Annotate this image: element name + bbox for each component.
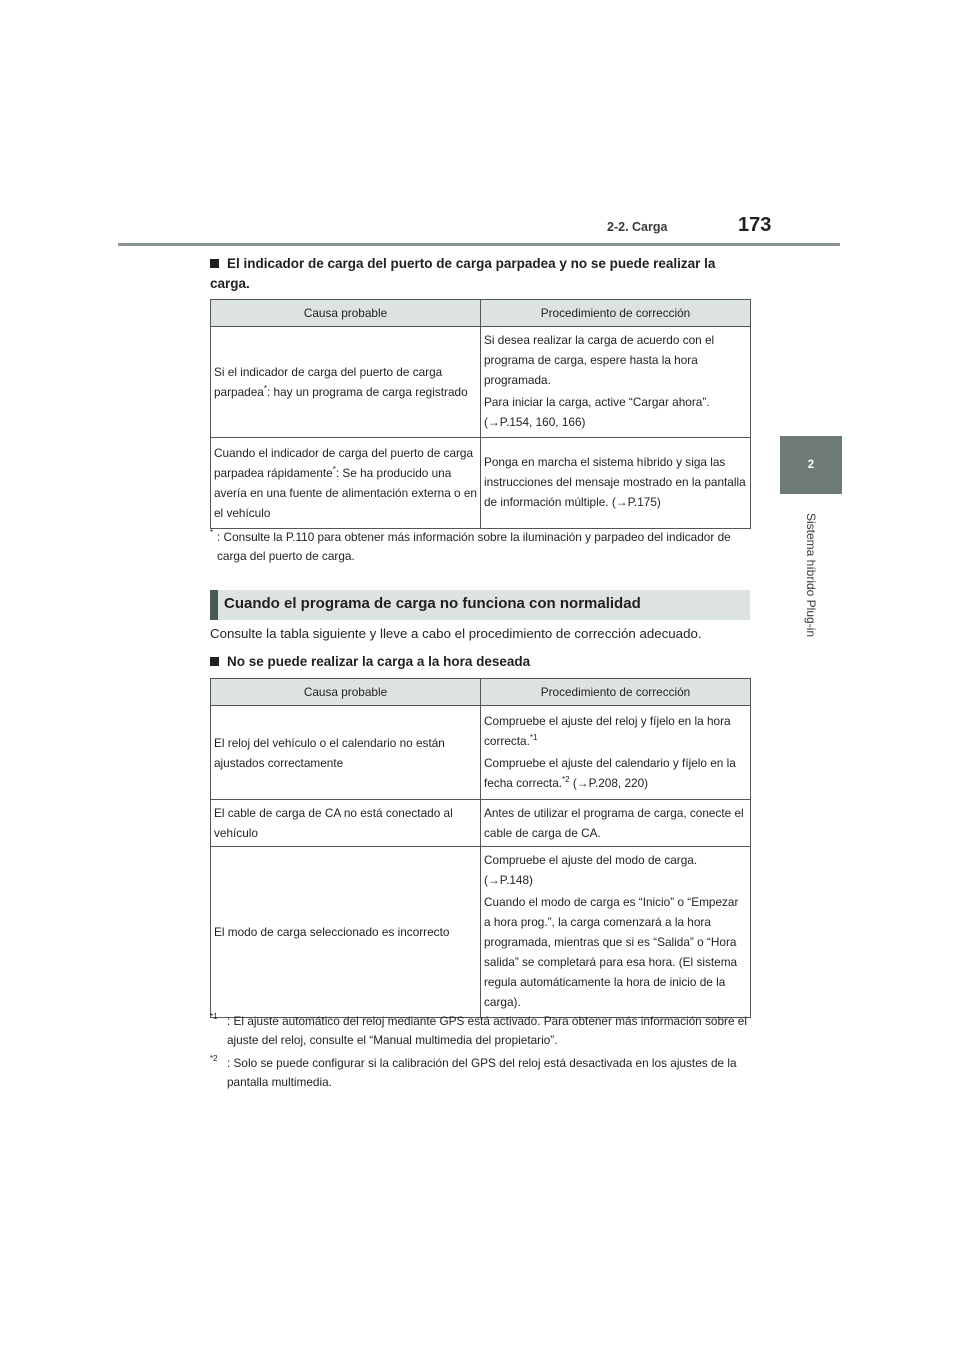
table-row xyxy=(211,438,751,529)
fix-cell: Si desea realizar la carga de acuerdo con el programa de carga, espere hasta la hora programada. Para iniciar la carga, active “Cargar ahora”. (→P.154, 160, 166) xyxy=(481,327,751,438)
col-header-cause: Causa probable xyxy=(211,679,481,706)
fix-cell: Compruebe el ajuste del reloj y fíjelo en la hora correcta.$^{*1}$ Compruebe el ajuste del calendario y fíjelo en la fecha correcta.$^{*2}$ (→P.208, 220) xyxy=(481,706,751,800)
cause-cell: El cable de carga de CA no está conectado al vehículo xyxy=(211,800,481,847)
chapter-title: Sistema híbrido Plug-in xyxy=(804,512,818,638)
header-rule xyxy=(118,243,840,246)
page-number: 173 xyxy=(738,214,772,236)
section-title: Cuando el programa de carga no funciona con normalidad xyxy=(224,595,641,612)
chapter-number: 2 xyxy=(807,459,815,471)
cause-cell: Cuando el indicador de carga del puerto de carga parpadea rápidamente*: Se ha producido una avería en una fuente de alimentación externa o en el vehículo xyxy=(211,438,481,529)
square-bullet-icon xyxy=(210,657,219,666)
table-row xyxy=(211,800,751,847)
section-accent xyxy=(210,590,218,620)
fix-cell: Ponga en marcha el sistema híbrido y siga las instrucciones del mensaje mostrado en la pantalla de información múltiple. (→P.175) xyxy=(481,438,751,529)
table-row xyxy=(211,706,751,800)
col-header-fix: Procedimiento de corrección xyxy=(481,300,751,327)
block1-heading: El indicador de carga del puerto de carga parpadea y no se puede realizar la carga. xyxy=(210,256,716,291)
table-schedule-not-working xyxy=(210,678,751,1018)
col-header-cause: Causa probable xyxy=(211,300,481,327)
fix-cell: Antes de utilizar el programa de carga, conecte el cable de carga de CA. xyxy=(481,800,751,847)
section-label: 2-2. Carga xyxy=(607,220,668,234)
col-header-fix: Procedimiento de corrección xyxy=(481,679,751,706)
footnote-2: *2 : Solo se puede configurar si la calibración del GPS del reloj está desactivada en los ajustes de la pantalla multimedia. xyxy=(210,1054,737,1089)
chapter-tab xyxy=(780,436,842,494)
footnote: * : Consulte la P.110 para obtener más información sobre la iluminación y parpadeo del indicador de carga del puerto de carga. xyxy=(210,528,731,563)
cause-cell: El modo de carga seleccionado es incorrecto xyxy=(211,847,481,1018)
fix-cell: Compruebe el ajuste del modo de carga. (→P.148) Cuando el modo de carga es “Inicio” o “Empezar a hora prog.”, la carga comenzará a la hora programada, mientras que si es “Salida” o “Hora salida” se completará para esa hora. (El sistema regula automáticamente la hora de inicio de la carga). xyxy=(481,847,751,1018)
section-title-bar xyxy=(210,590,750,620)
table-indicator-blinking xyxy=(210,299,751,529)
block2-heading: No se puede realizar la carga a la hora deseada xyxy=(210,652,750,672)
footnote-1: *1 : El ajuste automático del reloj mediante GPS está activado. Para obtener más información sobre el ajuste del reloj, consulte el “Manual multimedia del propietario”. xyxy=(210,1012,747,1047)
table-row xyxy=(211,327,751,438)
table-row xyxy=(211,847,751,1018)
cause-cell: Si el indicador de carga del puerto de carga parpadea*: hay un programa de carga registrado xyxy=(211,327,481,438)
cause-cell: El reloj del vehículo o el calendario no están ajustados correctamente xyxy=(211,706,481,800)
square-bullet-icon xyxy=(210,259,219,268)
intro-paragraph: Consulte la tabla siguiente y lleve a cabo el procedimiento de corrección adecuado. xyxy=(210,626,702,641)
